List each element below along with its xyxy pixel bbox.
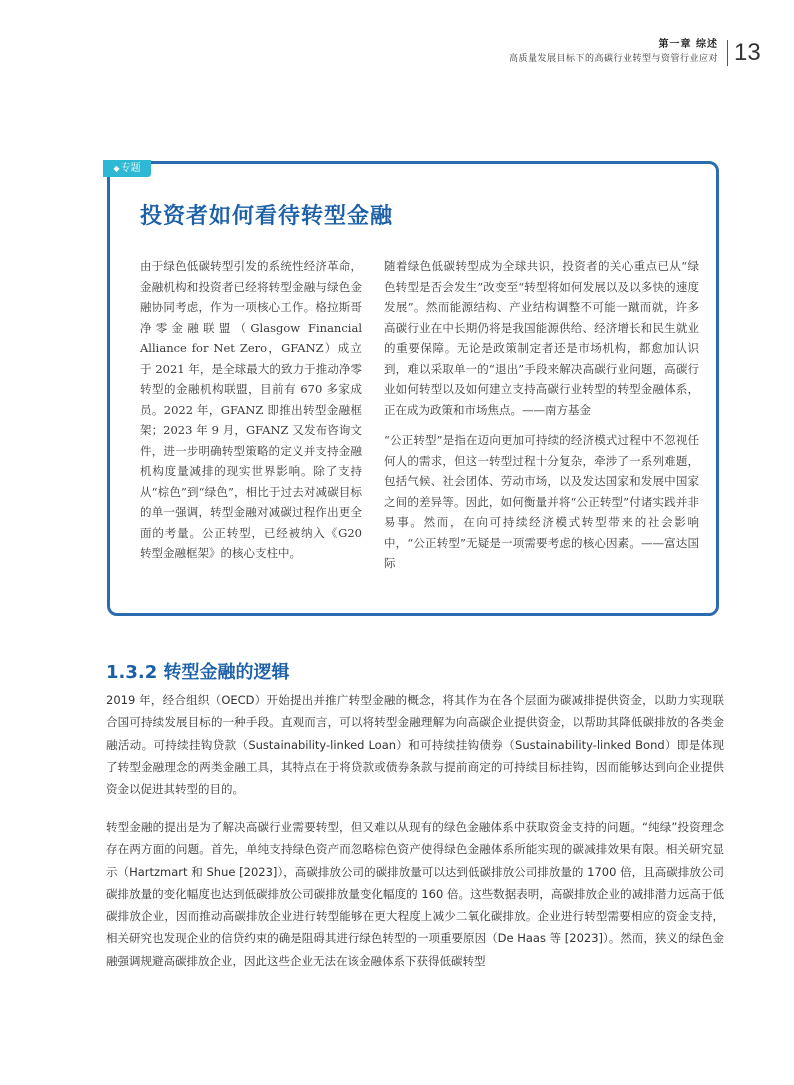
body-paragraph-2: 转型金融的提出是为了解决高碳行业需要转型，但又难以从现有的绿色金融体系中获取资金支持的问题。“纯绿”投资理念存在两方面的问题。首先，单纯支持绿色资产而忽略棕色资产使得绿色金融体系所能实现的碳减排效果有限。相关研究显示（Hartzmart 和 Shue [2023]），高碳排放公司的碳排放量可以达到低碳排放公司排放量的 1700 倍，且高碳排放公司碳排放量的变化幅度也达到低碳排放公司碳排放量变化幅度的 160 倍。这些数据表明，高碳排放企业的减排潜力远高于低碳排放企业，因而推动高碳排放企业进行转型能够在更大程度上减少二氧化碳排放。企业进行转型需要相应的资金支持，相关研究也发现企业的信贷约束的确是阻碍其进行绿色转型的一项重要原因（De Haas 等 [2023]）。然而，狭义的绿色金融强调规避高碳排放企业，因此这些企业无法在该金融体系下获得低碳转型 bbox=[106, 820, 724, 968]
running-header bbox=[509, 38, 718, 66]
section-heading: 1.3.2 转型金融的逻辑 bbox=[106, 662, 290, 683]
body-paragraph-2-container bbox=[106, 816, 724, 972]
body-paragraph-1: 2019 年，经合组织（OECD）开始提出并推广转型金融的概念，将其作为在各个层面为碳减排提供资金，以助力实现联合国可持续发展目标的一种手段。直观而言，可以将转型金融理解为向高碳企业提供资金，以帮助其降低碳排放的各类金融活动。可持续挂钩贷款（Sustainability-linked Loan）和可持续挂钩债券（Sustainability-linked Bond）即是体现了转型金融理念的两类金融工具，其特点在于将贷款或债券条款与提前商定的可持续目标挂钩，因而能够达到向企业提供资金以促进其转型的目的。 bbox=[106, 693, 724, 797]
chapter-title: 第一章 综述 bbox=[658, 39, 718, 50]
special-topic-right-column bbox=[384, 256, 699, 574]
right-column-paragraph-1: 随着绿色低碳转型成为全球共识，投资者的关心重点已从“绿色转型是否会发生”改变至“转型将如何发展以及以多快的速度发展”。然而能源结构、产业结构调整不可能一蹴而就，许多高碳行业在中长期仍将是我国能源供给、经济增长和民生就业的重要保障。无论是政策制定者还是市场机构，都愈加认识到，难以采取单一的“退出”手段来解决高碳行业问题，高碳行业如何转型以及如何建立支持高碳行业转型的转型金融体系，正在成为政策和市场焦点。——南方基金 bbox=[384, 259, 699, 417]
special-topic-title: 投资者如何看待转型金融 bbox=[140, 204, 394, 229]
body-paragraph-1-container bbox=[106, 689, 724, 800]
page-number: 13 bbox=[734, 39, 761, 66]
special-topic-tag-label: 专题 bbox=[120, 163, 141, 174]
chapter-subtitle: 高质量发展目标下的高碳行业转型与资管行业应对 bbox=[508, 54, 718, 64]
right-column-paragraph-2: “公正转型”是指在迈向更加可持续的经济模式过程中不忽视任何人的需求，但这一转型过程十分复杂，牵涉了一系列难题，包括气候、社会团体、劳动市场，以及发达国家和发展中国家之间的差异等。因此，如何衡量并将“公正转型”付诸实践并非易事。然而，在向可持续经济模式转型带来的社会影响中，“公正转型”无疑是一项需要考虑的核心因素。——富达国际 bbox=[384, 433, 699, 570]
page-header bbox=[0, 38, 774, 70]
diamond-icon: ◆ bbox=[113, 164, 120, 173]
left-column-paragraph: 由于绿色低碳转型引发的系统性经济革命，金融机构和投资者已经将转型金融与绿色金融协同考虑，作为一项核心工作。格拉斯哥净零金融联盟（Glasgow Financial Alliance for Net Zero，GFANZ）成立于 2021 年，是全球最大的致力于推动净零转型的金融机构联盟，目前有 670 多家成员。2022 年，GFANZ 即推出转型金融框架；2023 年 9 月，GFANZ 又发布咨询文件，进一步明确转型策略的定义并支持金融机构度量减排的现实世界影响。除了支持从“棕色”到“绿色”，相比于过去对减碳目标的单一强调，转型金融对减碳过程作出更全面的考量。公正转型，已经被纳入《G20 转型金融框架》的核心支柱中。 bbox=[140, 259, 362, 560]
header-divider bbox=[727, 40, 728, 66]
special-topic-tag bbox=[103, 160, 151, 177]
special-topic-left-column bbox=[140, 256, 362, 564]
